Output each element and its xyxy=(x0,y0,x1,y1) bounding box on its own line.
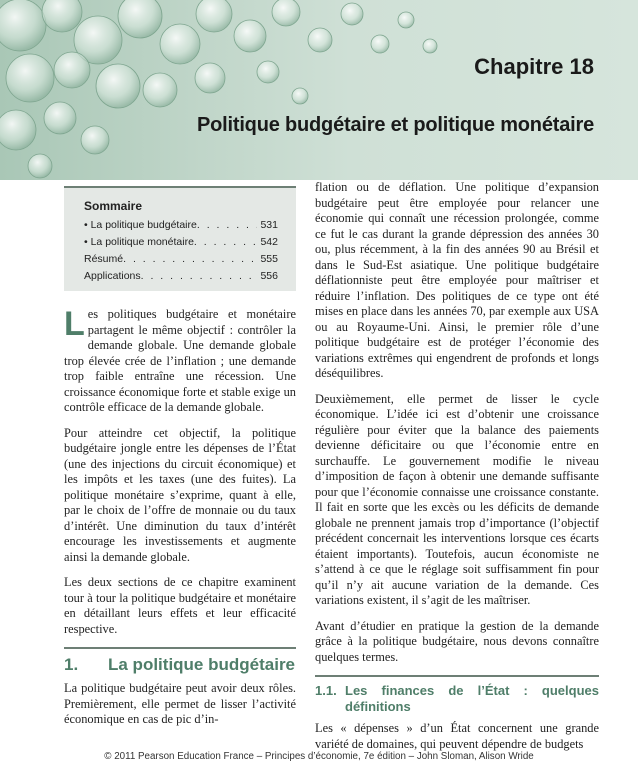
paragraph: Pour atteindre cet objectif, la politique budgétaire jongle entre les dépenses de l’État (une des injections du circuit économique) et les impôts et les taxes (une des fuites). La politique monétaire s’exprime, quant à elle, par le choix de l’offre de monnaie ou du taux d’intérêt. Une diminution du taux d’intérêt encourage les investissements et augmente ainsi la demande globale. xyxy=(64,425,296,564)
subsection-heading: 1.1. Les finances de l’État : quelques définitions xyxy=(315,675,599,715)
dropcap-letter: L xyxy=(64,305,85,343)
sommaire-item[interactable]: Résumé . . . 555 xyxy=(84,251,278,268)
chapter-title: Politique budgétaire et politique monétaire xyxy=(197,114,594,136)
sommaire-item[interactable]: Applications . . . 556 xyxy=(84,268,278,285)
intro-paragraph: Les politiques budgétaire et monétaire partagent le même objectif : contrôler la demande globale. Une demande globale trop élevée crée de l’inflation ; une demande trop faible entraîne une récession. Une croissance économique forte et stable exige un contrôle efficace de la demande globale. xyxy=(64,305,296,414)
paragraph: flation ou de déflation. Une politique d’expansion budgétaire peut être employée pour relancer une économie qui connaît une récession prolongée, comme ce fut le cas durant la grande dépression des années 30 ou, plus récemment, à la fin des années 90 au Brésil et dans le Sud-Est asiatique. Une politique budgétaire déflationniste peut être employée pour maîtriser et réduire l’inflation. Des politiques de ce type ont été mises en place dans les années 70, par exemple aux USA ou au Royaume-Uni. Ainsi, le premier rôle d’une politique budgétaire est de protéger l’économie des variations extrêmes qui engendrent de profonds et longs déséquilibres. xyxy=(315,180,599,380)
chapter-header xyxy=(0,0,638,180)
sommaire-box xyxy=(64,186,296,291)
left-column xyxy=(64,180,296,738)
chapter-number: Chapitre 18 xyxy=(474,54,594,79)
paragraph: La politique budgétaire peut avoir deux rôles. Premièrement, elle permet de lisser l’activité économique en cas de pic d’in- xyxy=(64,681,296,726)
paragraph: Avant d’étudier en pratique la gestion de la demande grâce à la politique budgétaire, nous devons connaître quelques termes. xyxy=(315,618,599,664)
sommaire-item[interactable]: • La politique budgétaire . . . 531 xyxy=(84,217,278,234)
sommaire-title: Sommaire xyxy=(84,199,143,213)
copyright-footer: © 2011 Pearson Education France – Principes d’économie, 7e édition – John Sloman, Alison Wride xyxy=(104,751,534,762)
right-column xyxy=(315,180,599,762)
bubbles-decoration xyxy=(0,0,638,180)
paragraph: Deuxièmement, elle permet de lisser le cycle économique. L’idée ici est d’obtenir une croissance régulière pour éviter que la balance des paiements devienne déficitaire ou que l’économie entre en surchauffe. Le gouvernement modifie le niveau d’imposition de façon à obtenir une demande suffisante pour que l’économie connaisse une croissance constante. Il fait en sorte que les excès ou les déficits de demande globale ne prennent jamais trop d’importance (l’objectif précédent concernait les interventions lorsque ces écarts étaient importants). Toutefois, aucun économiste ne s’attend à ce que le réglage soit suffisamment fin pour qu’il n’y ait aucune variation de la demande. Ces variations existent, il s’agit de les maîtriser. xyxy=(315,391,599,607)
paragraph: Les « dépenses » d’un État concernent une grande variété de domaines, qui peuvent dépendre de budgets xyxy=(315,721,599,751)
section-heading: 1. La politique budgétaire xyxy=(64,647,296,675)
sommaire-item[interactable]: • La politique monétaire . . . 542 xyxy=(84,234,278,251)
paragraph: Les deux sections de ce chapitre examinent tour à tour la politique budgétaire et monétaire en détaillant leurs effets et leur efficacité respective. xyxy=(64,575,296,636)
